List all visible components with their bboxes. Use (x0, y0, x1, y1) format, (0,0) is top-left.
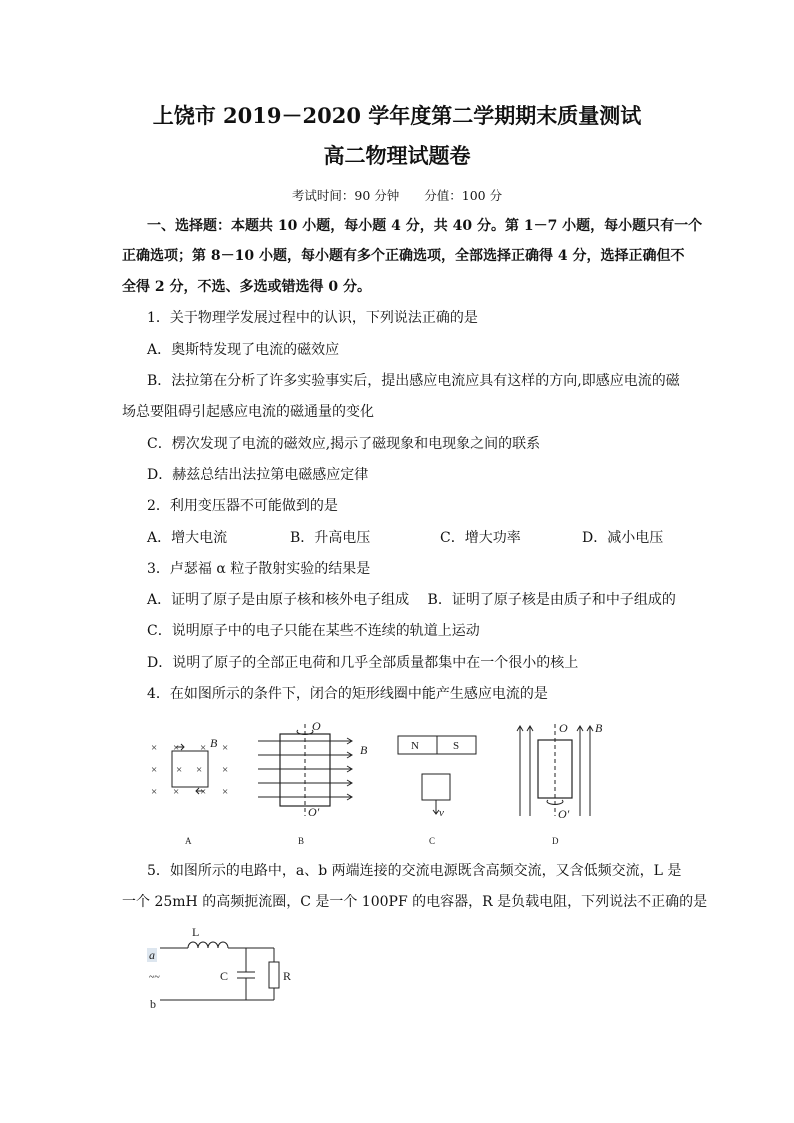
svg-text:×: × (222, 742, 229, 754)
svg-text:×: × (222, 786, 229, 798)
section-instructions-line1: 一、选择题：本题共 10 小题，每小题 4 分，共 40 分。第 1－7 小题，每小题只有一个 (147, 218, 703, 234)
svg-text:×: × (151, 764, 158, 776)
q3-option-c: C．说明原子中的电子只能在某些不连续的轨道上运动 (147, 623, 480, 639)
svg-text:×: × (200, 786, 207, 798)
exam-info: 考试时间：90 分钟 分值：100 分 (291, 188, 503, 203)
q3-option-d: D．说明了原子的全部正电荷和几乎全部质量都集中在一个很小的核上 (147, 655, 579, 671)
svg-text:a: a (149, 948, 155, 962)
figure-c-label: C (429, 836, 436, 846)
exam-subtitle: 高二物理试题卷 (323, 143, 471, 168)
svg-text:R: R (283, 969, 292, 983)
exam-title: 上饶市 2019－2020 学年度第二学期期末质量测试 (152, 103, 642, 128)
section-instructions-line2: 正确选项；第 8－10 小题，每小题有多个正确选项，全部选择正确得 4 分，选择正确但不 (122, 248, 685, 264)
svg-text:×: × (222, 764, 229, 776)
q1-option-b-line2: 场总要阻碍引起感应电流的磁通量的变化 (122, 404, 374, 420)
q1-option-c: C．楞次发现了电流的磁效应,揭示了磁现象和电现象之间的联系 (147, 436, 541, 452)
q3-stem: 3．卢瑟福 α 粒子散射实验的结果是 (147, 561, 371, 577)
svg-text:v: v (439, 807, 444, 819)
svg-text:×: × (151, 742, 158, 754)
svg-text:×: × (200, 742, 207, 754)
svg-text:×: × (176, 764, 183, 776)
q3-options-ab: A．证明了原子是由原子核和核外电子组成 B．证明了原子核是由质子和中子组成的 (147, 592, 676, 608)
svg-text:L: L (192, 925, 200, 939)
svg-text:B: B (360, 743, 368, 757)
q5-stem-line1: 5．如图所示的电路中，a、b 两端连接的交流电源既含高频交流，又含低频交流，L 是 (147, 863, 682, 879)
figure-c (398, 736, 476, 819)
q2-option-a: A．增大电流 (147, 530, 228, 546)
figure-d-label: D (552, 836, 559, 846)
q1-stem: 1．关于物理学发展过程中的认识，下列说法正确的是 (147, 310, 478, 326)
figure-d (517, 721, 603, 821)
section-instructions-line3: 全得 2 分，不选、多选或错选得 0 分。 (122, 279, 371, 295)
svg-text:O: O (559, 721, 568, 735)
q2-option-c: C．增大功率 (440, 530, 521, 546)
figure-b (258, 719, 368, 819)
svg-text:×: × (173, 742, 180, 754)
q4-figures (140, 716, 620, 852)
svg-text:O: O (312, 719, 321, 733)
svg-text:O′: O′ (558, 807, 570, 821)
q4-stem: 4．在如图所示的条件下，闭合的矩形线圈中能产生感应电流的是 (147, 686, 548, 702)
svg-text:C: C (220, 969, 229, 983)
q1-option-b-line1: B．法拉第在分析了许多实验事实后，提出感应电流应具有这样的方向,即感应电流的磁 (147, 373, 680, 389)
q2-option-d: D．减小电压 (582, 530, 664, 546)
svg-text:S: S (453, 740, 460, 752)
svg-text:~~: ~~ (149, 972, 160, 983)
figure-a-label: A (185, 836, 192, 846)
q1-option-d: D．赫兹总结出法拉第电磁感应定律 (147, 467, 369, 483)
svg-text:B: B (210, 736, 218, 750)
figure-a (151, 736, 228, 798)
q1-option-a: A．奥斯特发现了电流的磁效应 (147, 342, 340, 358)
svg-text:b: b (150, 997, 156, 1011)
q2-option-b: B．升高电压 (290, 530, 371, 546)
svg-text:N: N (411, 740, 419, 752)
svg-text:B: B (595, 721, 603, 735)
q5-stem-line2: 一个 25mH 的高频扼流圈，C 是一个 100PF 的电容器，R 是负载电阻，下列说法不正确的是 (122, 894, 708, 910)
svg-text:×: × (196, 764, 203, 776)
figure-b-label: B (298, 836, 305, 846)
svg-text:×: × (173, 786, 180, 798)
q5-circuit (140, 922, 310, 1017)
q2-stem: 2．利用变压器不可能做到的是 (147, 498, 338, 514)
svg-text:×: × (151, 786, 158, 798)
svg-text:O′: O′ (308, 805, 320, 819)
